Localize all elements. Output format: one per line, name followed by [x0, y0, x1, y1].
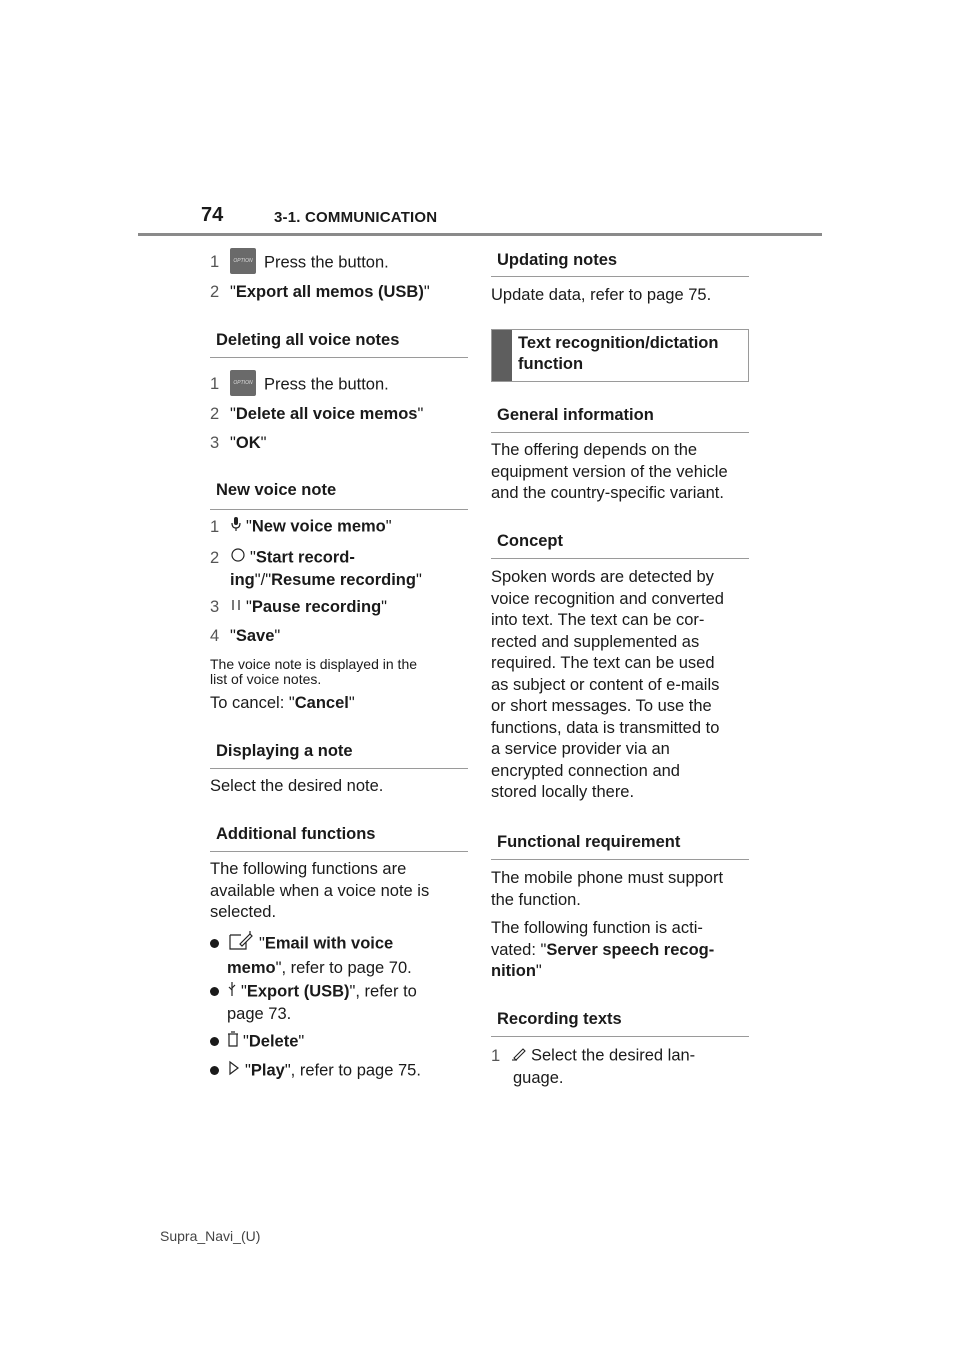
usb-icon	[227, 981, 237, 1004]
heading-displaying-note: Displaying a note	[210, 741, 468, 769]
display-text: Select the desired note.	[210, 777, 384, 795]
heading-general-information: General information	[491, 405, 749, 433]
voice-note-info: The voice note is displayed in the list of voice notes.	[210, 656, 418, 687]
language-pen-icon	[511, 1045, 527, 1068]
heading-concept: Concept	[491, 531, 749, 559]
function-export: "Export (USB)", refer to page 73.	[210, 981, 417, 1025]
new-step-1: 1 "New voice memo"	[210, 516, 392, 539]
concept-text: Spoken words are detected by voice recognition and converted into text. The text can be cor- rected and supplemented as required. The text can be used as subject or content of e-mails or short messages. To use the functions, data is transmitted to a service provider via an encrypted connection and stored locally there.	[491, 568, 724, 801]
trash-icon	[227, 1031, 239, 1054]
recording-step-1: 1 Select the desired lan- guage.	[491, 1046, 696, 1087]
general-text: The offering depends on the equipment version of the vehicle and the country-specific variant.	[491, 441, 728, 502]
updating-text: Update data, refer to page 75.	[491, 286, 712, 304]
header-rule	[138, 233, 822, 236]
export-step-2: 2 "Export all memos (USB)"	[210, 283, 430, 301]
email-compose-icon	[227, 931, 255, 958]
functional-text-2: The following function is acti- vated: "Server speech recog- nition"	[491, 919, 715, 980]
new-step-4: 4 "Save"	[210, 627, 281, 645]
delete-step-2: 2 "Delete all voice memos"	[210, 405, 424, 423]
bullet-icon	[210, 939, 219, 948]
additional-text: The following functions are available when a voice note is selected.	[210, 860, 430, 921]
heading-functional-requirement: Functional requirement	[491, 832, 749, 860]
section-heading-text-recognition: Text recognition/dictation function	[491, 329, 749, 382]
function-email: "Email with voice memo", refer to page 70.	[210, 931, 412, 979]
bullet-icon	[210, 1066, 219, 1075]
function-delete: "Delete"	[210, 1031, 304, 1054]
heading-updating-notes: Updating notes	[491, 250, 749, 277]
functional-text-1: The mobile phone must support the function.	[491, 869, 724, 909]
chapter-title: 3-1. COMMUNICATION	[274, 209, 438, 226]
cancel-instruction: To cancel: "Cancel"	[210, 694, 355, 712]
heading-recording-texts: Recording texts	[491, 1009, 749, 1037]
heading-additional-functions: Additional functions	[210, 824, 468, 852]
microphone-icon	[230, 516, 242, 539]
new-step-2: 2 "Start record- ing"/"Resume recording"	[210, 548, 422, 589]
circle-record-icon	[230, 547, 246, 570]
option-button-icon: OPTION	[230, 370, 256, 396]
pause-icon	[230, 597, 242, 619]
export-step-1: 1 OPTION Press the button.	[210, 250, 389, 276]
option-button-icon: OPTION	[230, 248, 256, 274]
play-icon	[227, 1060, 241, 1083]
heading-deleting-all: Deleting all voice notes	[210, 330, 468, 358]
section-bar	[492, 330, 512, 381]
document-footer: Supra_Navi_(U)	[160, 1228, 261, 1244]
bullet-icon	[210, 1037, 219, 1046]
bullet-icon	[210, 987, 219, 996]
function-play: "Play", refer to page 75.	[210, 1060, 421, 1083]
heading-new-voice-note: New voice note	[210, 480, 468, 510]
delete-step-3: 3 "OK"	[210, 434, 267, 452]
page-number: 74	[201, 204, 224, 226]
new-step-3: 3 "Pause recording"	[210, 597, 387, 619]
delete-step-1: 1 OPTION Press the button.	[210, 372, 389, 398]
